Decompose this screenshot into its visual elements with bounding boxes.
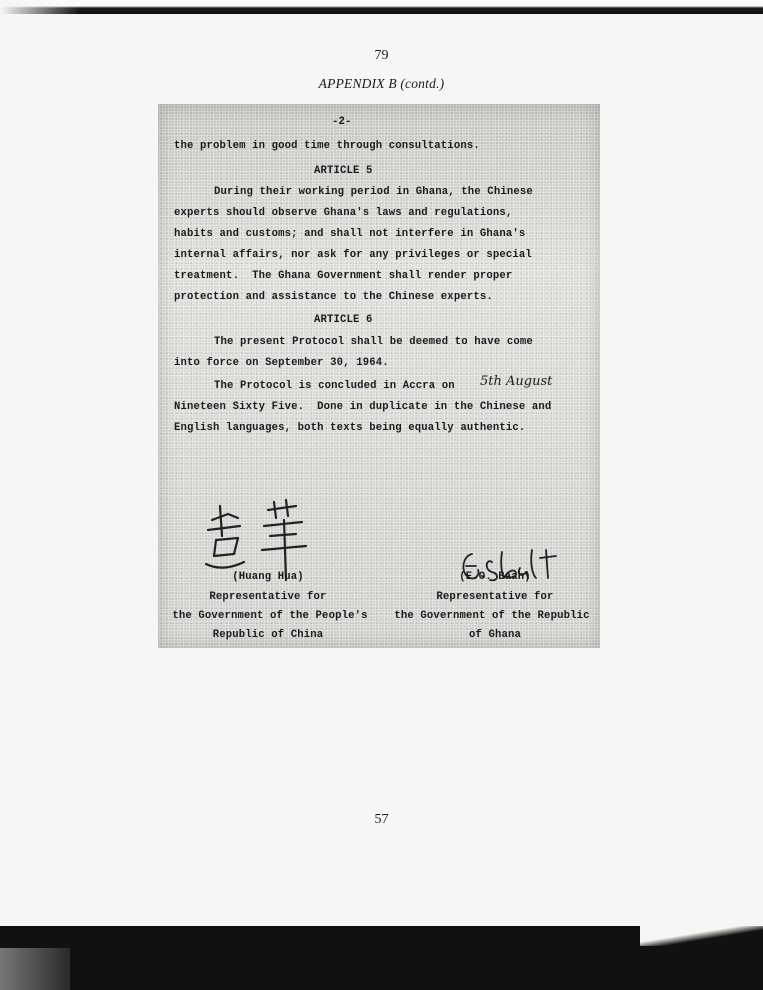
signatory-left-org: the Government of the People's (172, 610, 368, 622)
signatory-left-org: Republic of China (212, 629, 324, 641)
carryover-line: the problem in good time through consultations. (174, 140, 480, 152)
article-5-line: During their working period in Ghana, the Chinese (214, 186, 533, 198)
signatory-right-title: Representative for (436, 591, 554, 603)
article-5-line: experts should observe Ghana's laws and regulations, (174, 207, 513, 219)
article-6-line: English languages, both texts being equally authentic. (174, 422, 526, 434)
page-marker: -2- (332, 116, 352, 128)
page-number-top: 79 (374, 48, 389, 63)
article-5-line: protection and assistance to the Chinese experts. (174, 291, 493, 303)
signatory-right-name: (E.O. Baah) (459, 571, 531, 583)
article-6-line: The Protocol is concluded in Accra on (214, 380, 455, 392)
article-5-line: habits and customs; and shall not interfere in Ghana's (174, 228, 526, 240)
bottom-scan-corner (0, 948, 70, 990)
photocopied-document (158, 104, 600, 648)
signatory-right-org: the Government of the Republic (394, 610, 590, 622)
bottom-scan-edge (0, 926, 763, 990)
article-6-line: The present Protocol shall be deemed to have come (214, 336, 533, 348)
signatory-left-name: (Huang Hua) (232, 571, 304, 583)
signatory-right-org: of Ghana (468, 629, 522, 641)
signatory-left-title: Representative for (209, 591, 327, 603)
article-6-line: Nineteen Sixty Five. Done in duplicate in the Chinese and (174, 401, 552, 413)
top-scan-edge (0, 0, 763, 14)
article-5-heading: ARTICLE 5 (314, 165, 373, 177)
appendix-heading: APPENDIX B (contd.) (318, 76, 445, 91)
article-5-line: treatment. The Ghana Government shall render proper (174, 270, 513, 282)
article-6-line: into force on September 30, 1964. (174, 357, 389, 369)
page-number-bottom: 57 (374, 812, 389, 827)
handwritten-date: 5th August (480, 374, 553, 389)
article-5-line: internal affairs, nor ask for any privileges or special (174, 249, 532, 261)
article-6-heading: ARTICLE 6 (314, 314, 373, 326)
